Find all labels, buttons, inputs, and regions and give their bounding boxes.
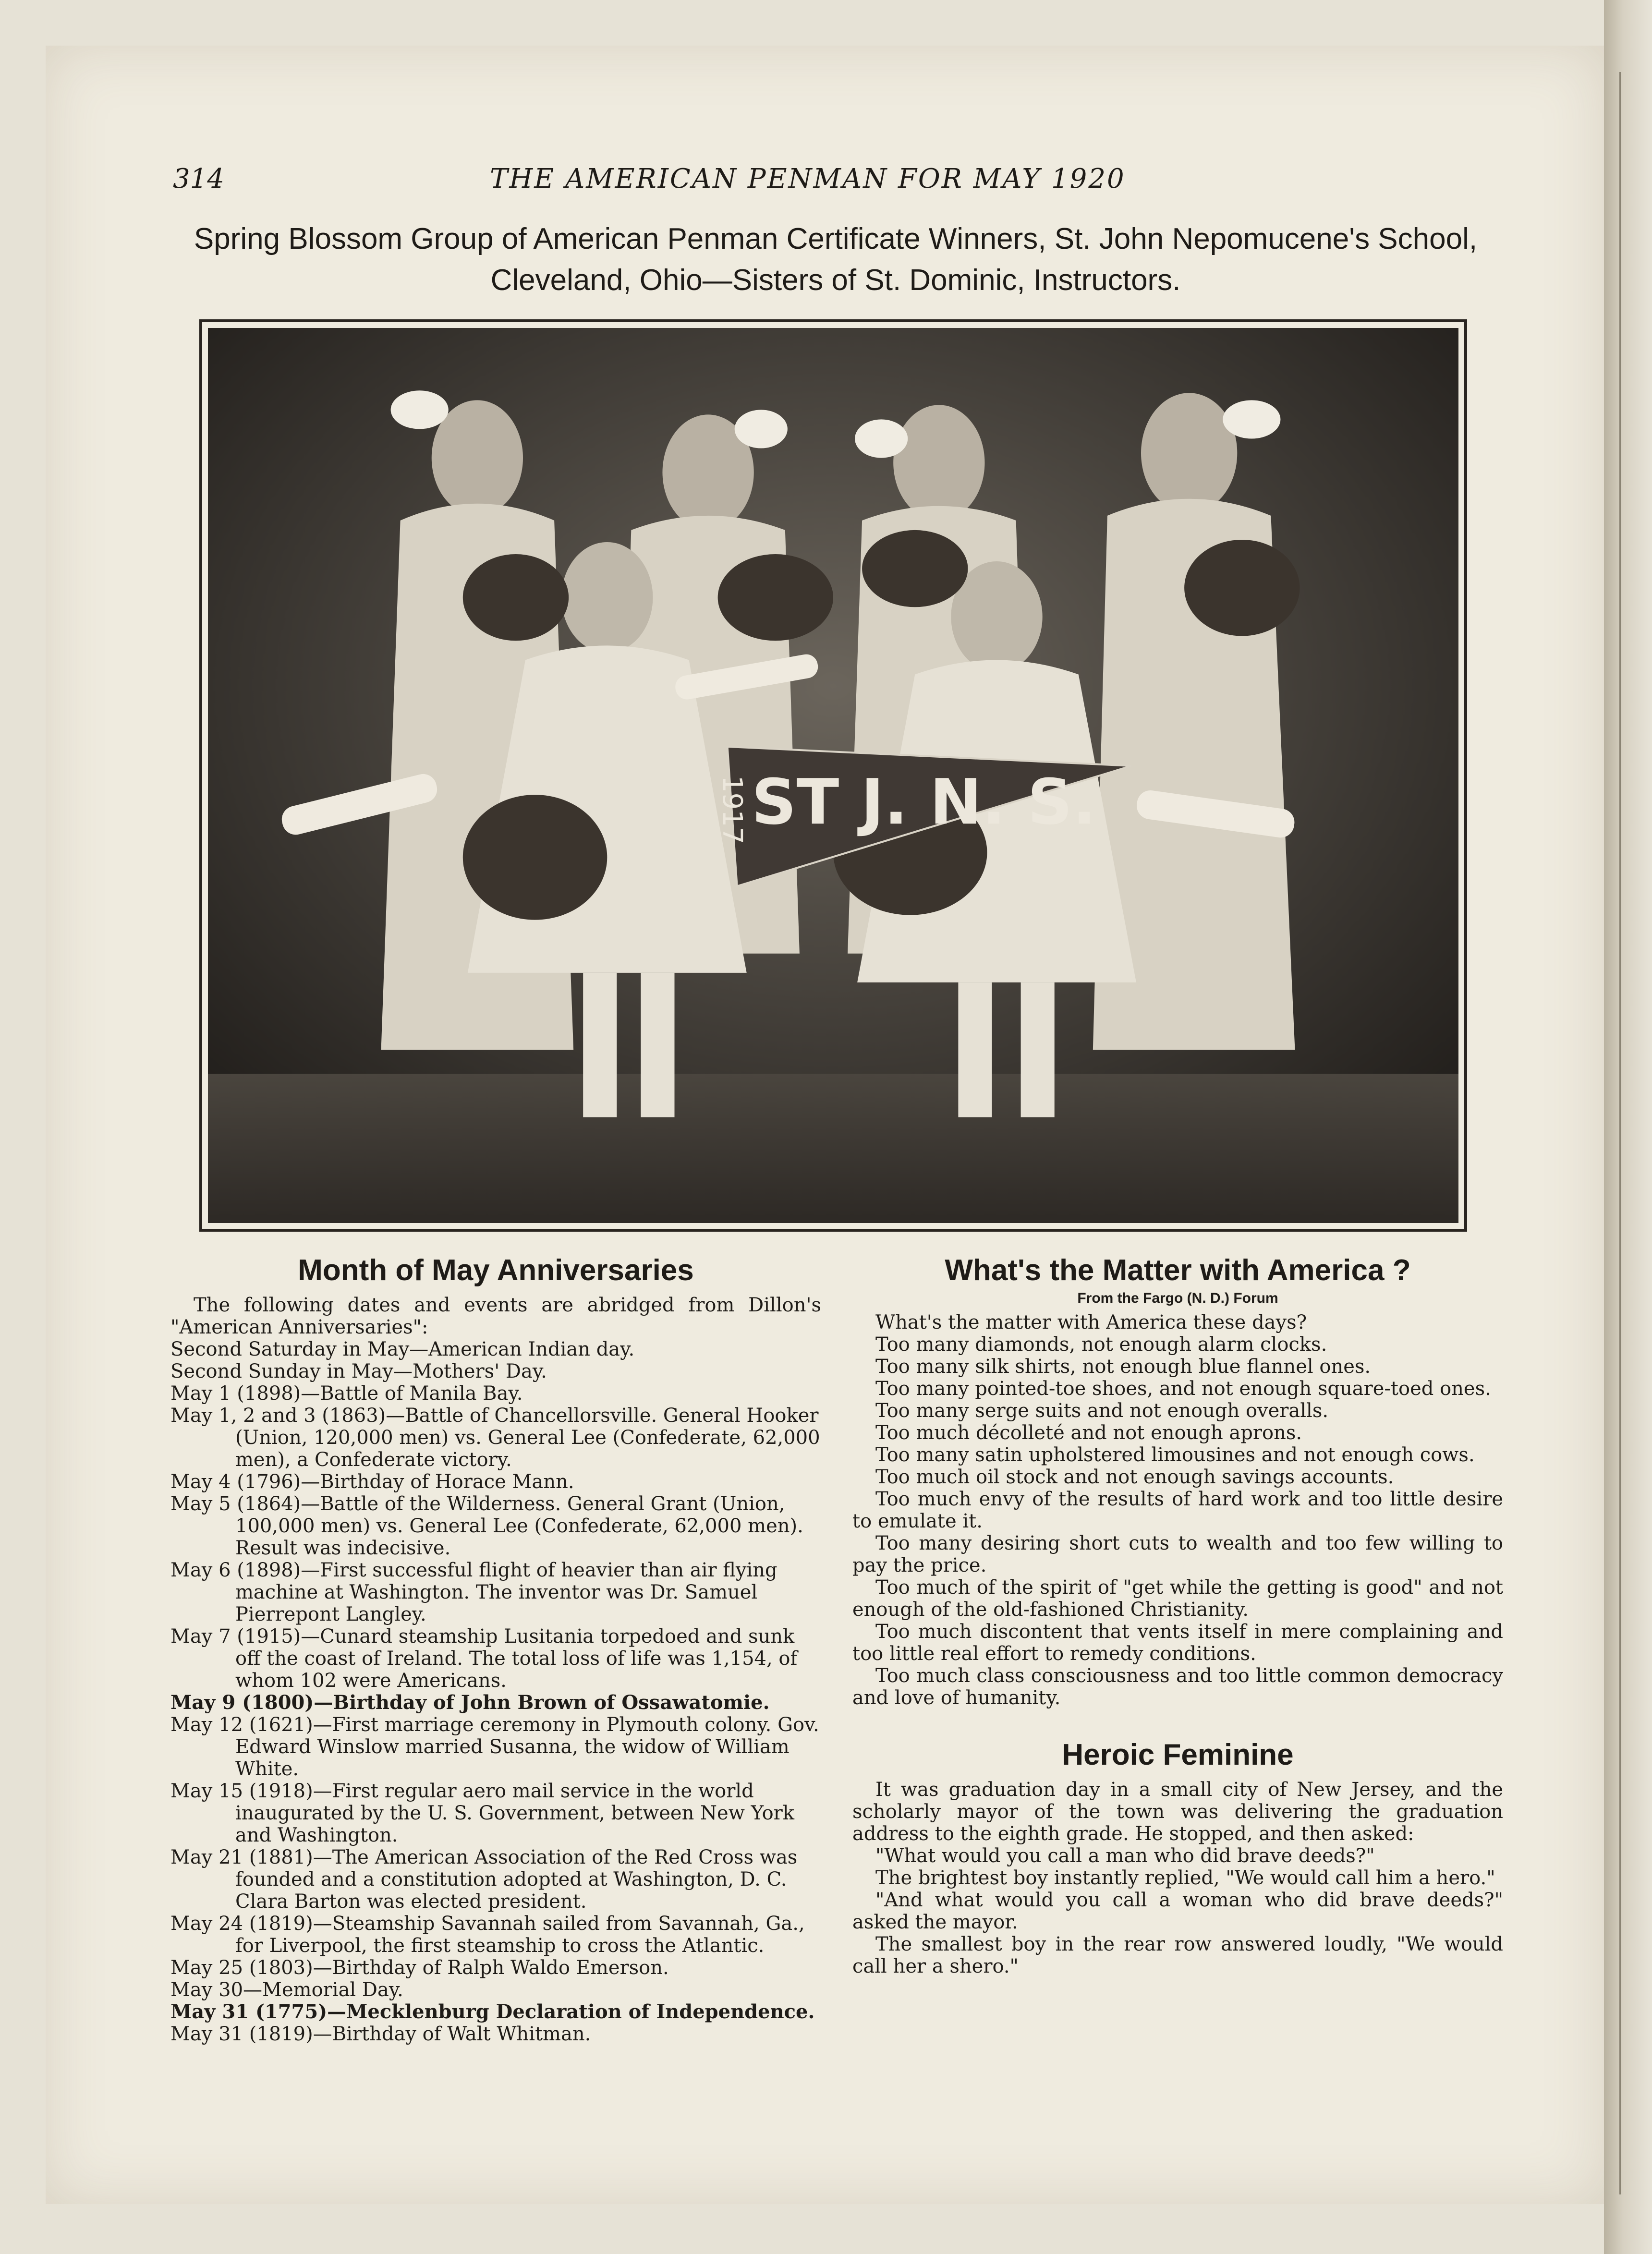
anniversary-entry: May 4 (1796)—Birthday of Horace Mann.	[170, 1471, 574, 1493]
book-gutter	[1604, 0, 1652, 2254]
anniversary-entry: May 1, 2 and 3 (1863)—Battle of Chancellorsville. General Hooker (Union, 120,000 men) vs. General Lee (Confederate, 62,000 men), a Confederate victory.	[170, 1405, 820, 1471]
matter-line: Too much of the spirit of "get while the getting is good" and not enough of the old-fashioned Christianity.	[852, 1576, 1503, 1621]
matter-column	[852, 1253, 1503, 1977]
anniversary-entry: May 24 (1819)—Steamship Savannah sailed from Savannah, Ga., for Liverpool, the first steamship to cross the Atlantic.	[170, 1913, 805, 1957]
heroic-line: The smallest boy in the rear row answered loudly, "We would call her a shero."	[852, 1933, 1503, 1977]
matter-line: What's the matter with America these days?	[875, 1311, 1307, 1333]
anniversary-entry: May 21 (1881)—The American Association of the Red Cross was founded and a constitution adopted at Washington, D. C. Clara Barton was elected president.	[170, 1846, 798, 1913]
anniversaries-intro: The following dates and events are abridged from Dillon's "American Anniversaries":	[170, 1294, 821, 1338]
anniversary-entry: May 12 (1621)—First marriage ceremony in Plymouth colony. Gov. Edward Winslow married Susanna, the widow of William White.	[170, 1714, 819, 1780]
gutter-edge	[1619, 72, 1621, 2194]
heroic-line: The brightest boy instantly replied, "We would call him a hero."	[875, 1867, 1495, 1889]
matter-source: From the Fargo (N. D.) Forum	[1077, 1290, 1278, 1306]
matter-line: Too many pointed-toe shoes, and not enough square-toed ones.	[875, 1378, 1491, 1400]
matter-line: Too many desiring short cuts to wealth and too few willing to pay the price.	[852, 1532, 1503, 1576]
heroic-line: It was graduation day in a small city of New Jersey, and the scholarly mayor of the town was delivering the graduation address to the eighth grade. He stopped, and then asked:	[852, 1779, 1503, 1845]
matter-line: Too many silk shirts, not enough blue flannel ones.	[875, 1356, 1371, 1378]
heroic-title: Heroic Feminine	[1062, 1738, 1294, 1771]
anniversary-entry: May 30—Memorial Day.	[170, 1979, 403, 2001]
anniversary-entry: May 6 (1898)—First successful flight of heavier than air flying machine at Washington. The inventor was Dr. Samuel Pierrepont Langley.	[170, 1559, 777, 1625]
anniversary-entry: May 15 (1918)—First regular aero mail service in the world inaugurated by the U. S. Government, between New York and Washington.	[170, 1780, 795, 1846]
anniversaries-list	[170, 1338, 821, 2045]
anniversaries-column	[170, 1253, 821, 2045]
matter-list	[852, 1311, 1503, 1709]
matter-line: Too many serge suits and not enough overalls.	[875, 1400, 1329, 1422]
heroic-list	[852, 1779, 1503, 1977]
page-header	[173, 163, 1508, 202]
anniversary-entry: Second Sunday in May—Mothers' Day.	[170, 1360, 547, 1382]
matter-line: Too many diamonds, not enough alarm clocks.	[875, 1333, 1327, 1356]
matter-line: Too much oil stock and not enough savings accounts.	[875, 1466, 1394, 1488]
page-number: 314	[173, 163, 224, 194]
heroic-line: "And what would you call a woman who did brave deeds?" asked the mayor.	[852, 1889, 1503, 1933]
group-photo-image	[208, 328, 1458, 1223]
pennant-text: ST J. N. S.	[751, 765, 1096, 839]
anniversary-entry: May 31 (1819)—Birthday of Walt Whitman.	[170, 2023, 591, 2045]
matter-title: What's the Matter with America ?	[945, 1254, 1411, 1287]
anniversary-entry: May 25 (1803)—Birthday of Ralph Waldo Emerson.	[170, 1957, 669, 1979]
matter-line: Too many satin upholstered limousines and not enough cows.	[875, 1444, 1475, 1466]
matter-line: Too much discontent that vents itself in mere complaining and too little real effort to remedy conditions.	[852, 1621, 1503, 1665]
group-photo	[199, 319, 1467, 1232]
anniversary-entry: May 1 (1898)—Battle of Manila Bay.	[170, 1382, 523, 1405]
photo-caption: Spring Blossom Group of American Penman Certificate Winners, St. John Nepomucene's School, Cleveland, Ohio—Sisters of St. Dominic, Instructors.	[194, 222, 1478, 297]
heroic-line: "What would you call a man who did brave deeds?"	[875, 1845, 1375, 1867]
heroic-section	[852, 1738, 1503, 1977]
anniversary-entry: May 9 (1800)—Birthday of John Brown of Ossawatomie.	[170, 1691, 770, 1714]
matter-line: Too much décolleté and not enough aprons.	[875, 1422, 1302, 1444]
matter-line: Too much class consciousness and too little common democracy and love of humanity.	[852, 1665, 1503, 1709]
anniversary-entry: May 7 (1915)—Cunard steamship Lusitania torpedoed and sunk off the coast of Ireland. The total loss of life was 1,154, of whom 102 were Americans.	[170, 1625, 798, 1692]
anniversary-entry: May 31 (1775)—Mecklenburg Declaration of Independence.	[170, 2000, 815, 2023]
pennant-year: 1917	[717, 776, 748, 844]
matter-line: Too much envy of the results of hard work and too little desire to emulate it.	[852, 1488, 1503, 1532]
anniversaries-title: Month of May Anniversaries	[298, 1254, 694, 1287]
running-title: THE AMERICAN PENMAN FOR MAY 1920	[490, 163, 1126, 194]
anniversary-entry: Second Saturday in May—American Indian day.	[170, 1338, 635, 1360]
anniversary-entry: May 5 (1864)—Battle of the Wilderness. General Grant (Union, 100,000 men) vs. General Lee (Confederate, 62,000 men). Result was indecisive.	[170, 1493, 803, 1559]
